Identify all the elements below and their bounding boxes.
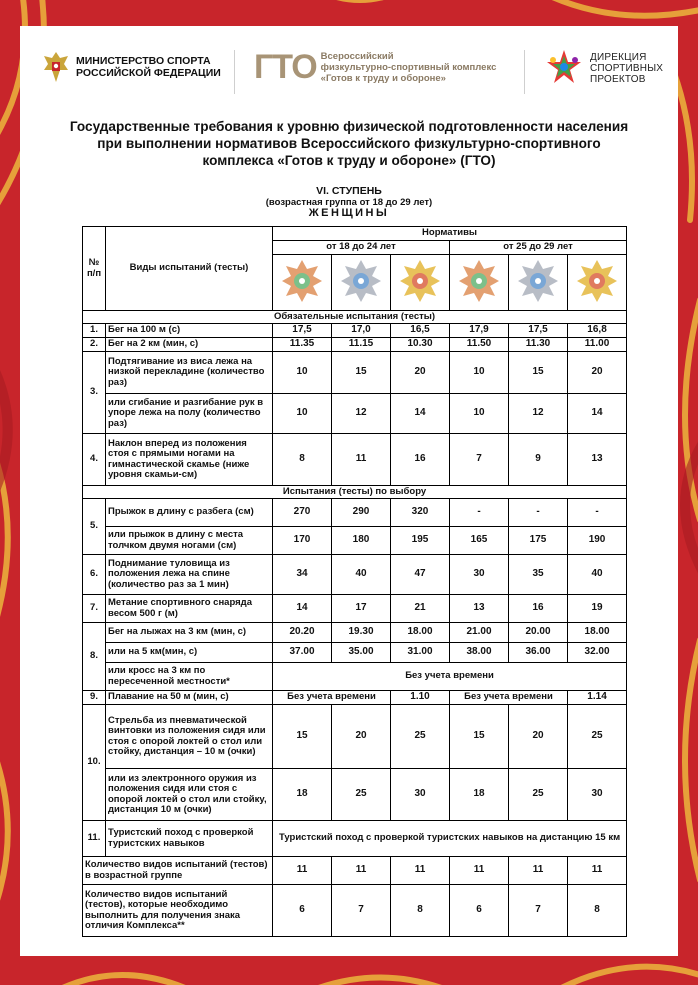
table-row bbox=[83, 769, 627, 821]
norm-value: 11.50 bbox=[450, 338, 509, 352]
table-row bbox=[83, 821, 627, 857]
table-row bbox=[83, 338, 627, 352]
ministry-line-1: МИНИСТЕРСТВО СПОРТА bbox=[76, 55, 211, 67]
norm-value: 13 bbox=[450, 595, 509, 623]
col-num-header: № п/п bbox=[83, 227, 106, 311]
norm-value: 30 bbox=[568, 769, 627, 821]
norm-value: 38.00 bbox=[450, 643, 509, 663]
gold-badge-icon bbox=[399, 259, 441, 303]
directorate-line-2: СПОРТИВНЫХ bbox=[590, 62, 664, 74]
norm-value: 270 bbox=[273, 499, 332, 527]
norm-value: - bbox=[568, 499, 627, 527]
test-name: Метание спортивного снаряда весом 500 г (м) bbox=[106, 595, 273, 623]
age-group-header: от 25 до 29 лет bbox=[450, 241, 627, 255]
norm-value: 11.35 bbox=[273, 338, 332, 352]
stage-gender: ЖЕНЩИНЫ bbox=[308, 207, 390, 219]
norms-header: Нормативы bbox=[273, 227, 627, 241]
table-row bbox=[83, 705, 627, 769]
norm-value: 25 bbox=[391, 705, 450, 769]
norm-value: - bbox=[509, 499, 568, 527]
norm-value: 11 bbox=[568, 857, 627, 885]
merged-value: Без учета времени bbox=[273, 663, 627, 691]
stage-heading bbox=[20, 186, 678, 219]
norm-value: 35.00 bbox=[332, 643, 391, 663]
norm-value: 17,5 bbox=[509, 324, 568, 338]
merged-value: Туристский поход с проверкой туристских навыков на дистанцию 15 км bbox=[273, 821, 627, 857]
norm-value: 20 bbox=[509, 705, 568, 769]
norm-value: 10.30 bbox=[391, 338, 450, 352]
stage-name: VI. СТУПЕНЬ bbox=[316, 185, 382, 197]
table-row bbox=[83, 555, 627, 595]
norm-value: 8 bbox=[273, 434, 332, 486]
norm-value: 12 bbox=[509, 394, 568, 434]
row-number: 10. bbox=[83, 705, 106, 821]
table-row bbox=[83, 324, 627, 338]
badge-cell bbox=[273, 255, 332, 311]
gto-line-3: «Готов к труду и обороне» bbox=[320, 72, 446, 84]
gto-logo bbox=[254, 50, 496, 84]
test-name: Стрельба из пневматической винтовки из положения сидя или стоя с опорой локтей о стол или стойку, дистанция – 10 м (очки) bbox=[106, 705, 273, 769]
test-name: Бег на 100 м (с) bbox=[106, 324, 273, 338]
row-number: 6. bbox=[83, 555, 106, 595]
norm-value: 14 bbox=[568, 394, 627, 434]
norm-value: 165 bbox=[450, 527, 509, 555]
norm-value: 37.00 bbox=[273, 643, 332, 663]
table-row bbox=[83, 663, 627, 691]
norm-value: 8 bbox=[391, 885, 450, 937]
bronze-badge-icon bbox=[458, 259, 500, 303]
stage-age-group: (возрастная группа от 18 до 29 лет) bbox=[265, 197, 433, 208]
row-number: 1. bbox=[83, 324, 106, 338]
row-number: 4. bbox=[83, 434, 106, 486]
test-name: или на 5 км(мин, с) bbox=[106, 643, 273, 663]
header-divider bbox=[524, 50, 525, 94]
directorate-star-icon bbox=[544, 48, 584, 88]
norm-value: 11 bbox=[509, 857, 568, 885]
norm-value: 25 bbox=[568, 705, 627, 769]
norm-value: 11 bbox=[332, 857, 391, 885]
norm-value: 18 bbox=[273, 769, 332, 821]
test-name: Наклон вперед из положения стоя с прямыми ногами на гимнастической скамье (ниже уровня скамьи-см) bbox=[106, 434, 273, 486]
page-title bbox=[38, 118, 660, 169]
row-number: 7. bbox=[83, 595, 106, 623]
norm-value: 10 bbox=[273, 352, 332, 394]
directorate-line-3: ПРОЕКТОВ bbox=[590, 73, 646, 85]
norm-value: 8 bbox=[568, 885, 627, 937]
directorate-logo bbox=[544, 48, 663, 88]
norm-value: 11.00 bbox=[568, 338, 627, 352]
title-line: комплекса «Готов к труду и обороне» (ГТО) bbox=[202, 153, 496, 168]
norm-value: 16 bbox=[509, 595, 568, 623]
table-row bbox=[83, 691, 627, 705]
table-row bbox=[83, 885, 627, 937]
table-row bbox=[83, 623, 627, 643]
row-number: 2. bbox=[83, 338, 106, 352]
test-name: Бег на лыжах на 3 км (мин, с) bbox=[106, 623, 273, 643]
norm-value: 14 bbox=[391, 394, 450, 434]
test-name: или прыжок в длину с места толчком двумя ногами (см) bbox=[106, 527, 273, 555]
norm-value: 19 bbox=[568, 595, 627, 623]
norm-value: 15 bbox=[273, 705, 332, 769]
norm-value: 6 bbox=[273, 885, 332, 937]
norm-value: 18.00 bbox=[391, 623, 450, 643]
norm-value: 19.30 bbox=[332, 623, 391, 643]
norm-value: 47 bbox=[391, 555, 450, 595]
norm-value: 31.00 bbox=[391, 643, 450, 663]
badge-cell bbox=[450, 255, 509, 311]
norm-value: 17,9 bbox=[450, 324, 509, 338]
norm-value: 17,0 bbox=[332, 324, 391, 338]
summary-label: Количество видов испытаний (тестов) в возрастной группе bbox=[83, 857, 273, 885]
norm-value: 21.00 bbox=[450, 623, 509, 643]
norm-value: 6 bbox=[450, 885, 509, 937]
gto-line-2: физкультурно-спортивный комплекс bbox=[320, 61, 497, 73]
section-header-mandatory: Обязательные испытания (тесты) bbox=[83, 311, 627, 324]
norm-value: 170 bbox=[273, 527, 332, 555]
badge-cell bbox=[568, 255, 627, 311]
table-row bbox=[83, 595, 627, 623]
norm-value: 10 bbox=[450, 394, 509, 434]
norm-value: 18.00 bbox=[568, 623, 627, 643]
row-number: 5. bbox=[83, 499, 106, 555]
norm-value: 14 bbox=[273, 595, 332, 623]
norm-value: 10 bbox=[450, 352, 509, 394]
ministry-line-2: РОССИЙСКОЙ ФЕДЕРАЦИИ bbox=[76, 67, 221, 79]
test-name: или кросс на 3 км по пересеченной местности* bbox=[106, 663, 273, 691]
norm-value: 175 bbox=[509, 527, 568, 555]
norm-value: 11.30 bbox=[509, 338, 568, 352]
norms-table bbox=[82, 226, 627, 937]
norm-value: 12 bbox=[332, 394, 391, 434]
norm-value: 20.00 bbox=[509, 623, 568, 643]
row-number: 11. bbox=[83, 821, 106, 857]
norm-value: 7 bbox=[509, 885, 568, 937]
silver-badge-icon bbox=[517, 259, 559, 303]
table-row bbox=[83, 352, 627, 394]
age-group-header: от 18 до 24 лет bbox=[273, 241, 450, 255]
test-name: или из электронного оружия из положения сидя или стоя с опорой локтей о стол или стойку, дистанция 10 м (очки) bbox=[106, 769, 273, 821]
table-row bbox=[83, 857, 627, 885]
norm-value: 34 bbox=[273, 555, 332, 595]
directorate-line-1: ДИРЕКЦИЯ bbox=[590, 51, 647, 63]
norm-value: 21 bbox=[391, 595, 450, 623]
table-row bbox=[83, 643, 627, 663]
norm-value: 10 bbox=[273, 394, 332, 434]
header bbox=[20, 26, 678, 116]
test-name: или сгибание и разгибание рук в упоре лежа на полу (количество раз) bbox=[106, 394, 273, 434]
norm-value: 40 bbox=[568, 555, 627, 595]
norm-value: 16 bbox=[391, 434, 450, 486]
norm-value: 17 bbox=[332, 595, 391, 623]
norm-value: 15 bbox=[509, 352, 568, 394]
norm-value: 180 bbox=[332, 527, 391, 555]
norm-value: 15 bbox=[450, 705, 509, 769]
table-row bbox=[83, 527, 627, 555]
test-name: Подтягивание из виса лежа на низкой перекладине (количество раз) bbox=[106, 352, 273, 394]
norm-value: 11 bbox=[450, 857, 509, 885]
norm-value: 1.14 bbox=[568, 691, 627, 705]
section-header-optional: Испытания (тесты) по выбору bbox=[83, 486, 627, 499]
row-number: 9. bbox=[83, 691, 106, 705]
norm-value: 35 bbox=[509, 555, 568, 595]
col-tests-header: Виды испытаний (тесты) bbox=[106, 227, 273, 311]
row-number: 8. bbox=[83, 623, 106, 691]
norm-value: 20 bbox=[391, 352, 450, 394]
norm-value: 18 bbox=[450, 769, 509, 821]
title-line: Государственные требования к уровню физической подготовленности населения bbox=[69, 119, 629, 134]
badge-cell bbox=[509, 255, 568, 311]
norm-value: 17,5 bbox=[273, 324, 332, 338]
merged-value: Без учета времени bbox=[450, 691, 568, 705]
norm-value: 13 bbox=[568, 434, 627, 486]
norm-value: 290 bbox=[332, 499, 391, 527]
norm-value: 7 bbox=[332, 885, 391, 937]
norm-value: 11 bbox=[273, 857, 332, 885]
norm-value: 1.10 bbox=[391, 691, 450, 705]
gto-logo-mark: ГТО bbox=[254, 48, 317, 86]
norm-value: 30 bbox=[391, 769, 450, 821]
table-row bbox=[83, 499, 627, 527]
norm-value: 195 bbox=[391, 527, 450, 555]
norm-value: 11.15 bbox=[332, 338, 391, 352]
gto-line-1: Всероссийский bbox=[320, 50, 394, 62]
test-name: Плавание на 50 м (мин, с) bbox=[106, 691, 273, 705]
ministry-logo bbox=[42, 50, 221, 84]
table-row bbox=[83, 434, 627, 486]
norm-value: - bbox=[450, 499, 509, 527]
summary-label: Количество видов испытаний (тестов), которые необходимо выполнить для получения знака отличия Комплекса** bbox=[83, 885, 273, 937]
norm-value: 20.20 bbox=[273, 623, 332, 643]
norm-value: 11 bbox=[332, 434, 391, 486]
eagle-emblem-icon bbox=[42, 50, 70, 84]
silver-badge-icon bbox=[340, 259, 382, 303]
title-line: при выполнении нормативов Всероссийского физкультурно-спортивного bbox=[97, 136, 601, 151]
norm-value: 25 bbox=[509, 769, 568, 821]
merged-value: Без учета времени bbox=[273, 691, 391, 705]
norm-value: 16,5 bbox=[391, 324, 450, 338]
bronze-badge-icon bbox=[281, 259, 323, 303]
norm-value: 7 bbox=[450, 434, 509, 486]
norm-value: 40 bbox=[332, 555, 391, 595]
document-card bbox=[20, 26, 678, 956]
norm-value: 25 bbox=[332, 769, 391, 821]
norm-value: 20 bbox=[568, 352, 627, 394]
norm-value: 190 bbox=[568, 527, 627, 555]
test-name: Поднимание туловища из положения лежа на спине (количество раз за 1 мин) bbox=[106, 555, 273, 595]
norm-value: 30 bbox=[450, 555, 509, 595]
gold-badge-icon bbox=[576, 259, 618, 303]
norm-value: 20 bbox=[332, 705, 391, 769]
table-row bbox=[83, 394, 627, 434]
header-divider bbox=[234, 50, 235, 94]
test-name: Прыжок в длину с разбега (см) bbox=[106, 499, 273, 527]
norm-value: 16,8 bbox=[568, 324, 627, 338]
norm-value: 320 bbox=[391, 499, 450, 527]
test-name: Туристский поход с проверкой туристских навыков bbox=[106, 821, 273, 857]
norm-value: 9 bbox=[509, 434, 568, 486]
test-name: Бег на 2 км (мин, с) bbox=[106, 338, 273, 352]
badge-cell bbox=[332, 255, 391, 311]
norm-value: 15 bbox=[332, 352, 391, 394]
norm-value: 32.00 bbox=[568, 643, 627, 663]
norm-value: 11 bbox=[391, 857, 450, 885]
row-number: 3. bbox=[83, 352, 106, 434]
badge-cell bbox=[391, 255, 450, 311]
norm-value: 36.00 bbox=[509, 643, 568, 663]
